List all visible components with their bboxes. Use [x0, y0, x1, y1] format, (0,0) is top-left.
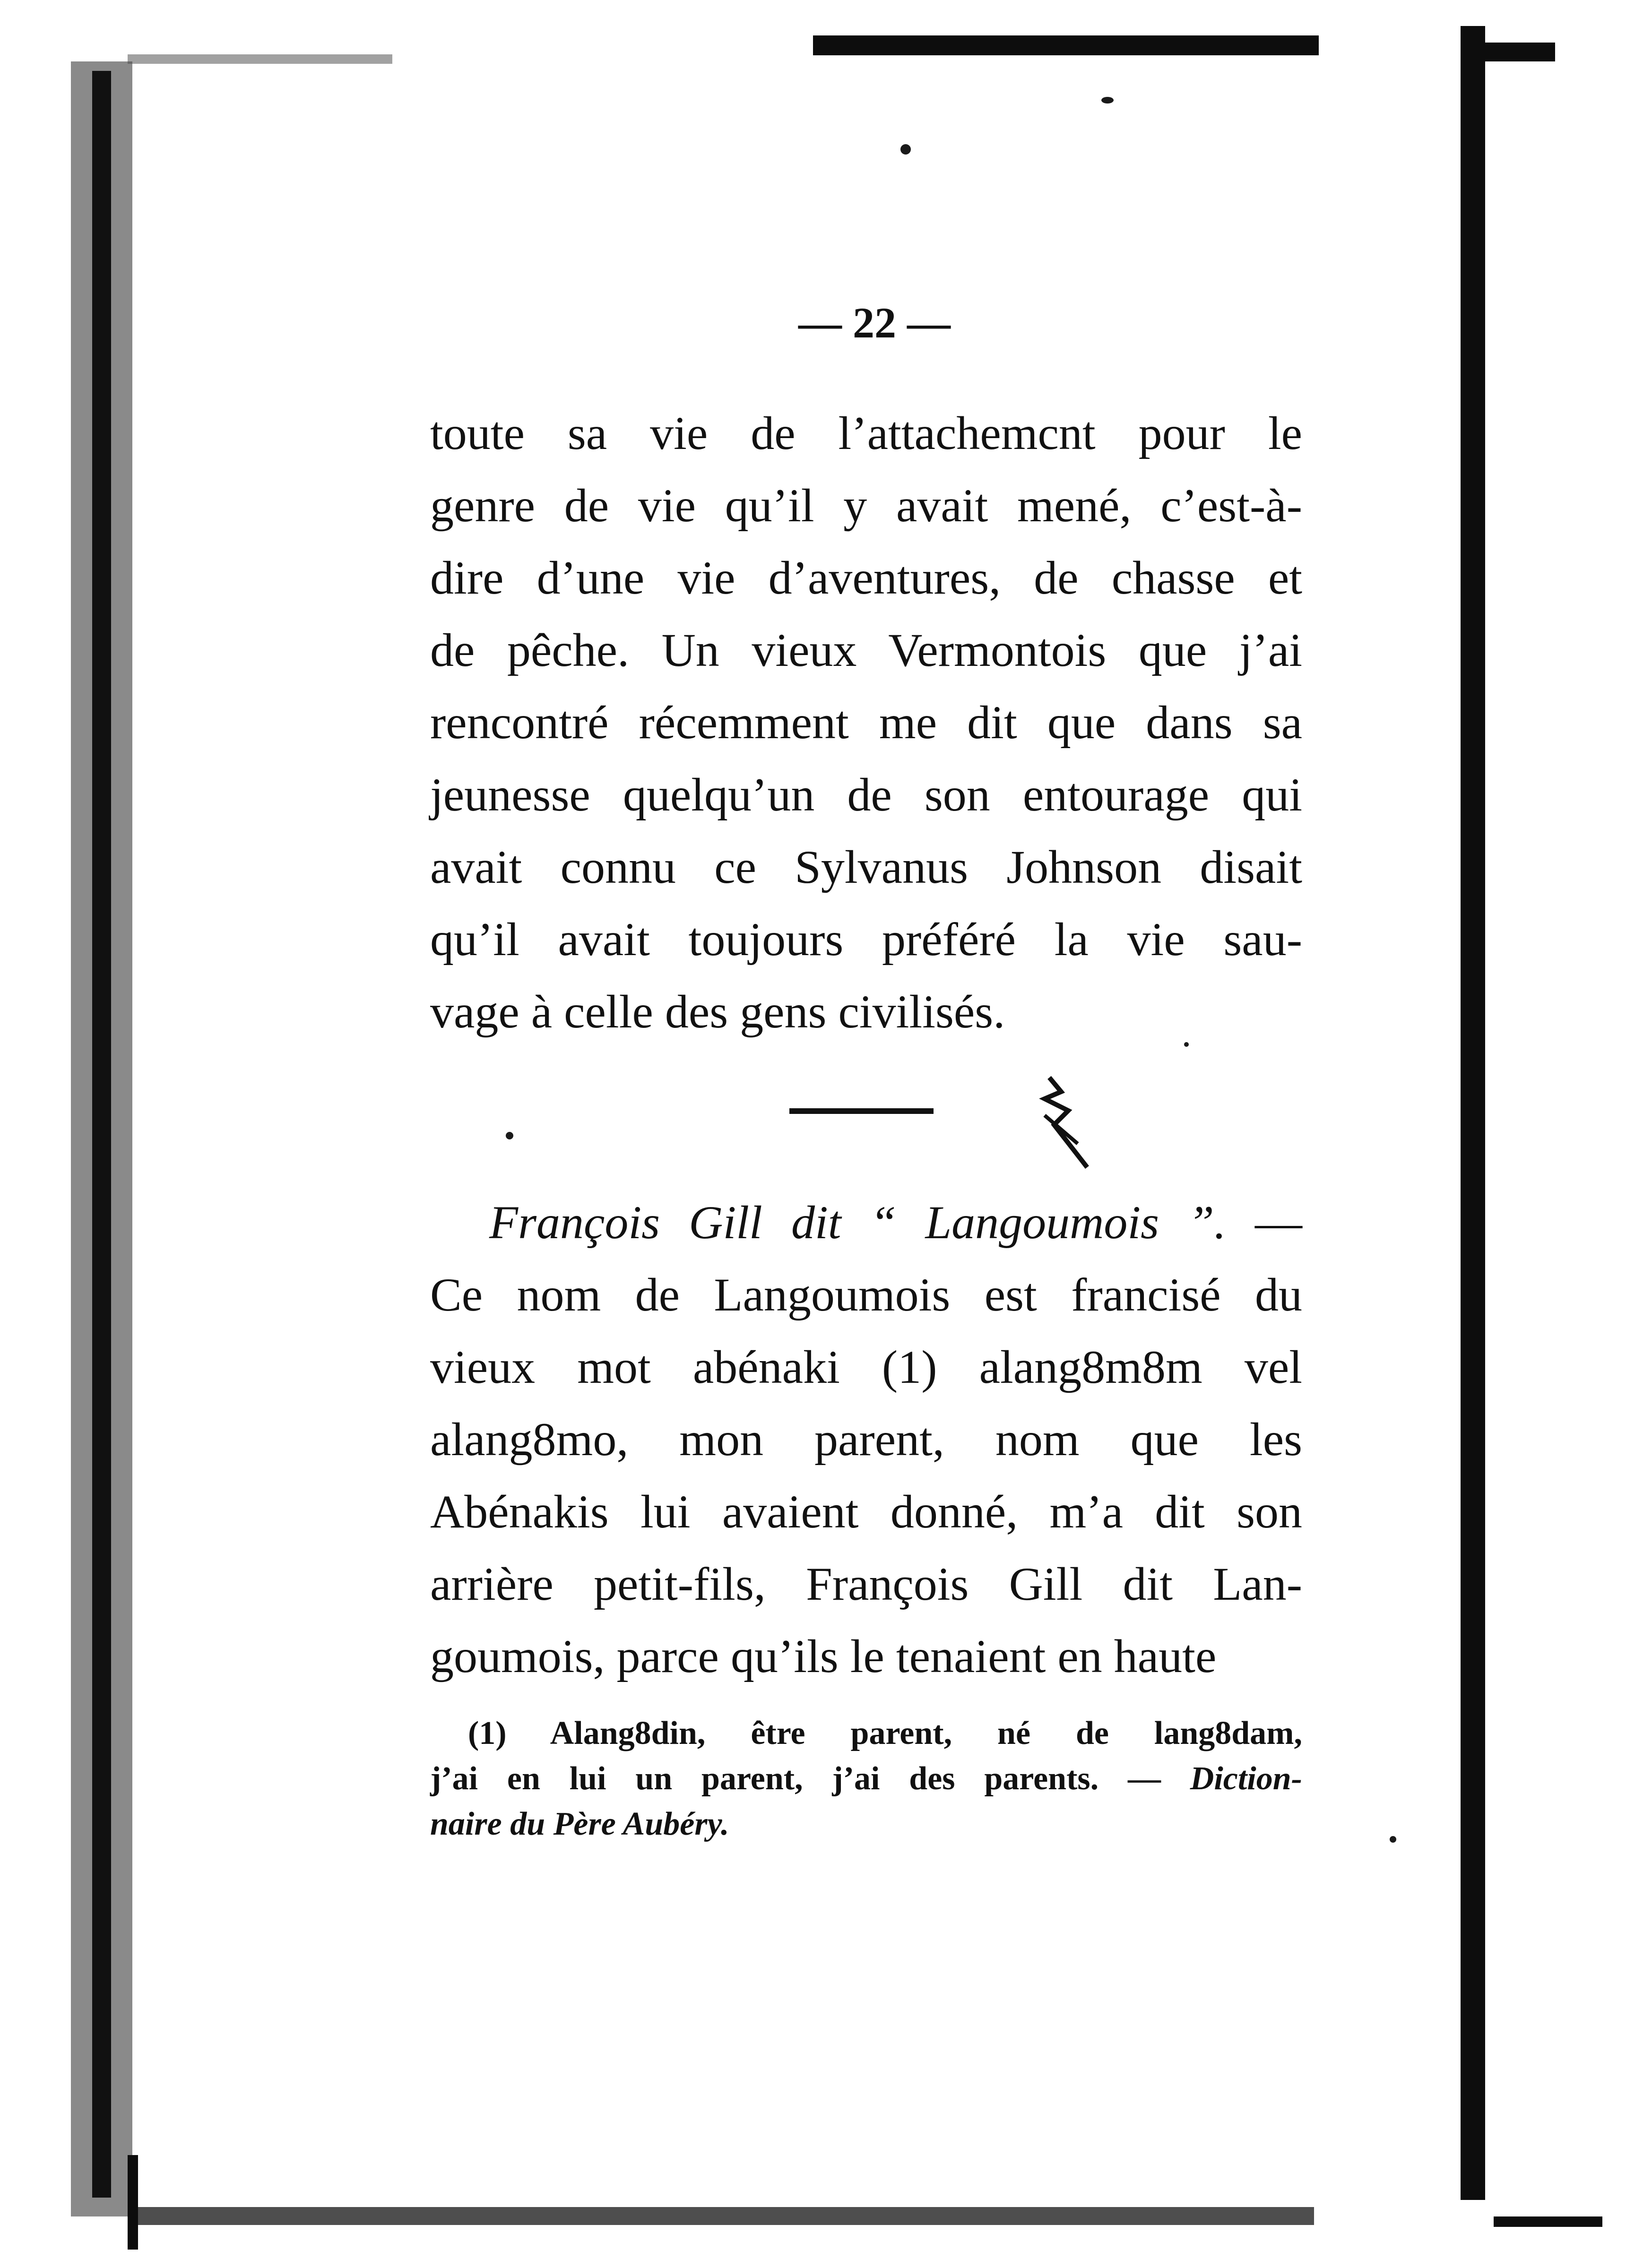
page-number: — 22 —: [798, 299, 951, 347]
text-line: genre de vie qu’il y avait mené, c’est-à-: [430, 479, 1302, 532]
left-binding-edge-inner: [92, 71, 111, 2198]
ornament-icon: [1016, 1073, 1097, 1172]
section-2: [430, 1186, 1302, 1692]
text-line: avait connu ce Sylvanus Johnson disait: [430, 841, 1302, 893]
text-line: jeunesse quelqu’un de son entourage qui: [430, 768, 1302, 821]
text-line: arrière petit-fils, François Gill dit Lan-: [430, 1558, 1302, 1610]
text-line: vage à celle des gens civilisés.: [430, 985, 1005, 1038]
section-title-text: François Gill dit “ Langoumois ”.: [489, 1196, 1226, 1249]
text-line: qu’il avait toujours préféré la vie sau-: [430, 913, 1302, 966]
footnote-source: Diction-: [1190, 1760, 1302, 1797]
text-line: rencontré récemment me dit que dans sa: [430, 696, 1302, 749]
scan-speck: [1390, 1836, 1396, 1843]
right-binding-edge-top: [1461, 43, 1555, 61]
top-scan-bar: [813, 35, 1319, 55]
scan-speck: [1101, 97, 1114, 103]
text-line: vieux mot abénaki (1) alang8m8m vel: [430, 1341, 1302, 1393]
text-line: alang8mo, mon parent, nom que les: [430, 1413, 1302, 1466]
footnote-text: j’ai en lui un parent, j’ai des parents. —: [430, 1760, 1190, 1797]
section-title-dash: —: [1226, 1196, 1302, 1249]
footnote: [430, 1711, 1302, 1847]
footnote-line: (1) Alang8din, être parent, né de lang8dam,: [468, 1715, 1302, 1751]
paragraph-1: [430, 397, 1302, 1048]
text-line: toute sa vie de l’attachemcnt pour le: [430, 407, 1302, 459]
section-title: [430, 1186, 1302, 1259]
text-line: de pêche. Un vieux Vermontois que j’ai: [430, 624, 1302, 676]
bottom-right-scan-mark: [1494, 2216, 1602, 2227]
footnote-line: [430, 1756, 1302, 1802]
text-line: goumois, parce qu’ils le tenaient en haute: [430, 1630, 1217, 1682]
bottom-left-scan-mark: [128, 2155, 138, 2250]
right-binding-edge: [1461, 26, 1485, 2200]
text-line: Ce nom de Langoumois est francisé du: [430, 1268, 1302, 1321]
text-line: dire d’une vie d’aventures, de chasse et: [430, 552, 1302, 604]
text-line: Abénakis lui avaient donné, m’a dit son: [430, 1485, 1302, 1538]
scan-speck: [900, 144, 911, 155]
section-separator-rule: [789, 1108, 934, 1114]
top-left-scan-noise: [128, 54, 392, 64]
footnote-line: naire du Père Aubéry.: [430, 1806, 729, 1842]
scan-speck: [506, 1132, 513, 1139]
bottom-scan-bar: [137, 2207, 1314, 2225]
